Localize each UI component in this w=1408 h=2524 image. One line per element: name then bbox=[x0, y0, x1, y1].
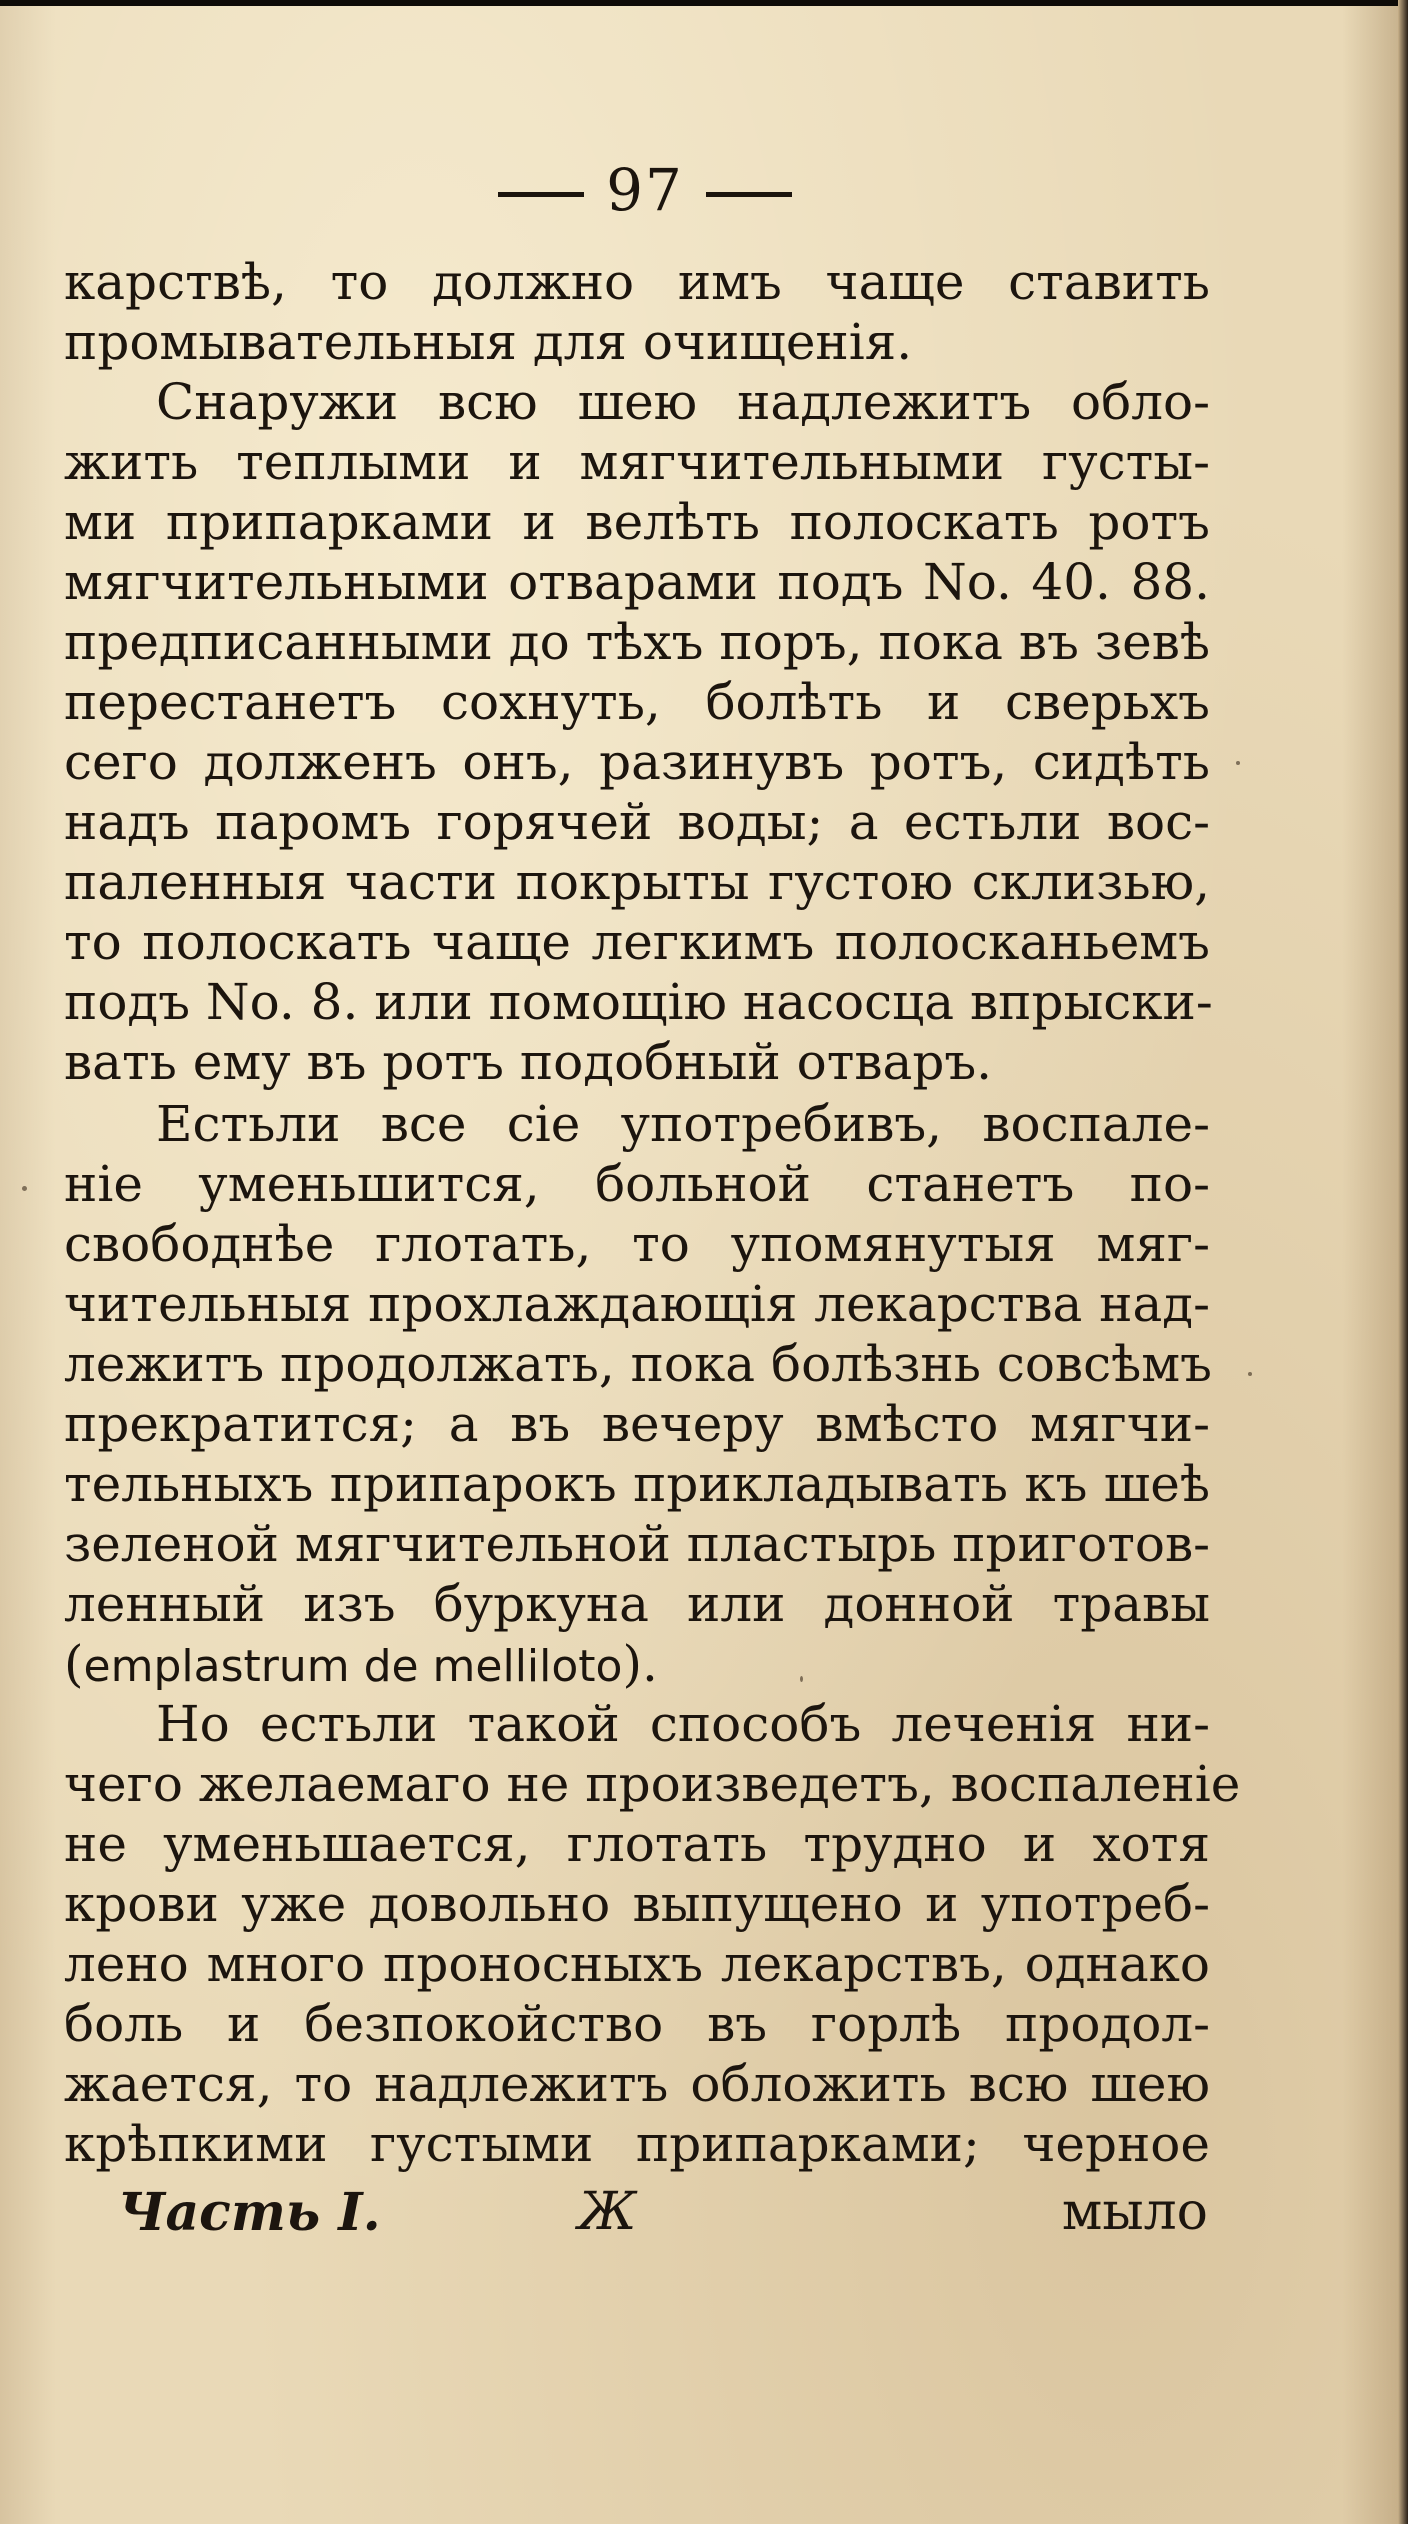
paragraph-2 bbox=[64, 372, 1213, 1092]
text-line: вать ему въ ротъ подобный отваръ. bbox=[64, 1033, 993, 1091]
text-line: тельныхъ припарокъ прикладывать къ шеѣ bbox=[64, 1455, 1210, 1513]
page-header bbox=[0, 156, 1290, 224]
text-line: ленный изъ буркуна или донной травы bbox=[64, 1575, 1210, 1633]
text-line: паленныя части покрыты густою склизью, bbox=[64, 853, 1210, 911]
text-line: лежитъ продолжать, пока болѣзнь совсѣмъ bbox=[64, 1335, 1212, 1393]
scan-edge-right bbox=[1398, 0, 1408, 2524]
text-line: ніе уменьшится, больной станетъ по- bbox=[64, 1155, 1210, 1213]
text-line: свободнѣе глотать, то упомянутыя мяг- bbox=[64, 1215, 1210, 1273]
text-line: мягчительными отварами подъ No. 40. 88. bbox=[64, 553, 1210, 611]
text-line: перестанетъ сохнуть, болѣть и сверьхъ bbox=[64, 673, 1210, 731]
paper-speck bbox=[22, 1186, 27, 1191]
text-line: то полоскать чаще легкимъ полосканьемъ bbox=[64, 913, 1210, 971]
text-line: боль и безпокойство въ горлѣ продол- bbox=[64, 1995, 1210, 2053]
book-page bbox=[0, 6, 1398, 2524]
paragraph-3 bbox=[64, 1094, 1210, 1694]
header-dash-left bbox=[498, 192, 584, 197]
text-line: промывательныя для очищенія. bbox=[64, 313, 913, 371]
header-dash-right bbox=[706, 192, 792, 197]
text-line: сего долженъ онъ, разинувъ ротъ, сидѣть bbox=[64, 733, 1210, 791]
text-line: Но естьли такой способъ леченія ни- bbox=[156, 1695, 1210, 1753]
signature-letter: Ж bbox=[578, 2182, 637, 2242]
text-line: чительныя прохлаждающія лекарства над- bbox=[64, 1275, 1210, 1333]
text-line: надъ паромъ горячей воды; а естьли вос- bbox=[64, 793, 1210, 851]
latin-open-paren: ( bbox=[64, 1635, 84, 1693]
catchword: мыло bbox=[1061, 2182, 1208, 2242]
text-line: прекратится; а въ вечеру вмѣсто мягчи- bbox=[64, 1395, 1210, 1453]
text-line: подъ No. 8. или помощію насосца впрыски- bbox=[64, 973, 1213, 1031]
text-line: Естьли все сіе употребивъ, воспале- bbox=[156, 1095, 1210, 1153]
text-line: лено много проносныхъ лекарствъ, однако bbox=[64, 1935, 1210, 1993]
latin-phrase-line bbox=[64, 1634, 1210, 1694]
page-footer bbox=[118, 2182, 1208, 2244]
text-line: жается, то надлежитъ обложить всю шею bbox=[64, 2055, 1210, 2113]
paper-speck bbox=[1236, 761, 1240, 765]
text-line: крѣпкими густыми припарками; черное bbox=[64, 2115, 1210, 2173]
text-line: зеленой мягчительной пластырь приготов- bbox=[64, 1515, 1210, 1573]
text-line: ми припарками и велѣть полоскать ротъ bbox=[64, 493, 1210, 551]
text-line: предписанными до тѣхъ поръ, пока въ зевѣ bbox=[64, 613, 1210, 671]
paper-speck bbox=[1248, 1372, 1252, 1376]
latin-close-paren: ). bbox=[622, 1635, 658, 1693]
paper-speck bbox=[800, 1676, 803, 1682]
text-line: карствѣ, то должно имъ чаще ставить bbox=[64, 253, 1210, 311]
latin-phrase: emplastrum de melliloto bbox=[83, 1641, 623, 1692]
paragraph-4 bbox=[64, 1694, 1241, 2174]
paragraph-1 bbox=[64, 252, 1210, 372]
signature-part: Часть I. bbox=[118, 2182, 381, 2243]
text-line: жить теплыми и мягчительными густы- bbox=[64, 433, 1210, 491]
text-line: чего желаемаго не произведетъ, воспаленіе bbox=[64, 1755, 1241, 1813]
page-number: 97 bbox=[606, 156, 684, 224]
text-line: не уменьшается, глотать трудно и хотя bbox=[64, 1815, 1210, 1873]
text-line: крови уже довольно выпущено и употреб- bbox=[64, 1875, 1210, 1933]
text-line: Снаружи всю шею надлежитъ обло- bbox=[156, 373, 1210, 431]
